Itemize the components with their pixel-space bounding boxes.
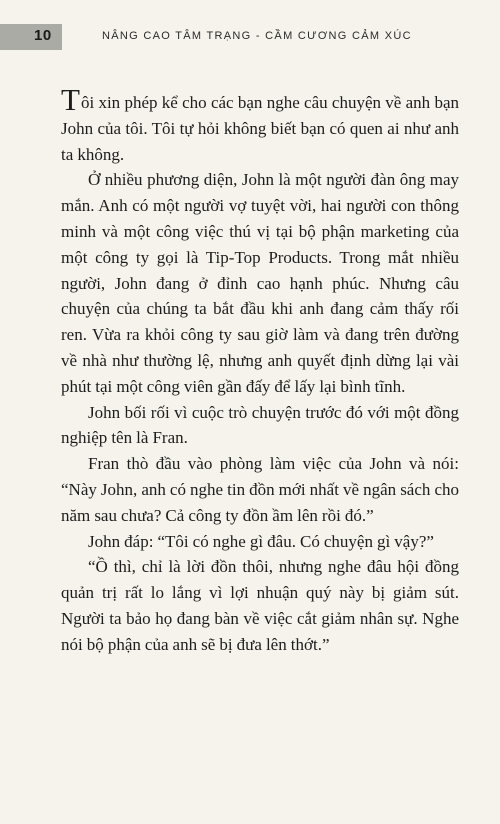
page-number-box bbox=[0, 24, 62, 50]
paragraph-1-text: ôi xin phép kể cho các bạn nghe câu chuyện về anh bạn John của tôi. Tôi tự hỏi không biết bạn có quen ai như anh ta không. bbox=[61, 93, 459, 164]
paragraph-1 bbox=[61, 84, 459, 167]
paragraph-2: Ở nhiều phương diện, John là một người đàn ông may mắn. Anh có một người vợ tuyệt vời, hai người con thông minh và một công việc thú vị tại bộ phận marketing của một công ty gọi là Tip-Top Products. Trong mắt nhiều người, John đang ở đỉnh cao hạnh phúc. Nhưng câu chuyện của chúng ta bắt đầu khi anh đang cảm thấy rối ren. Vừa ra khỏi công ty sau giờ làm và đang trên đường về nhà như thường lệ, nhưng anh quyết định dừng lại vài phút tại một công viên gần đấy để lấy lại bình tĩnh. bbox=[61, 170, 459, 396]
paragraph-6: “Ồ thì, chỉ là lời đồn thôi, nhưng nghe đâu hội đồng quản trị rất lo lắng vì lợi nhuận quý này bị giảm sút. Người ta bảo họ đang bàn về việc cắt giảm nhân sự. Nghe nói bộ phận của anh sẽ bị đưa lên thớt.” bbox=[61, 557, 459, 654]
running-title: NÂNG CAO TÂM TRẠNG - CẦM CƯƠNG CẢM XÚC bbox=[102, 30, 412, 42]
page-header bbox=[0, 24, 500, 50]
drop-cap: T bbox=[61, 82, 80, 117]
paragraph-5: John đáp: “Tôi có nghe gì đâu. Có chuyện gì vậy?” bbox=[88, 531, 434, 551]
paragraph-3: John bối rối vì cuộc trò chuyện trước đó với một đồng nghiệp tên là Fran. bbox=[61, 402, 459, 448]
body-text bbox=[61, 84, 459, 658]
paragraph-4: Fran thò đầu vào phòng làm việc của John và nói: “Này John, anh có nghe tin đồn mới nhất về ngân sách cho năm sau chưa? Cả công ty đồn ầm lên rồi đó.” bbox=[61, 454, 459, 525]
page-number: 10 bbox=[34, 27, 52, 44]
